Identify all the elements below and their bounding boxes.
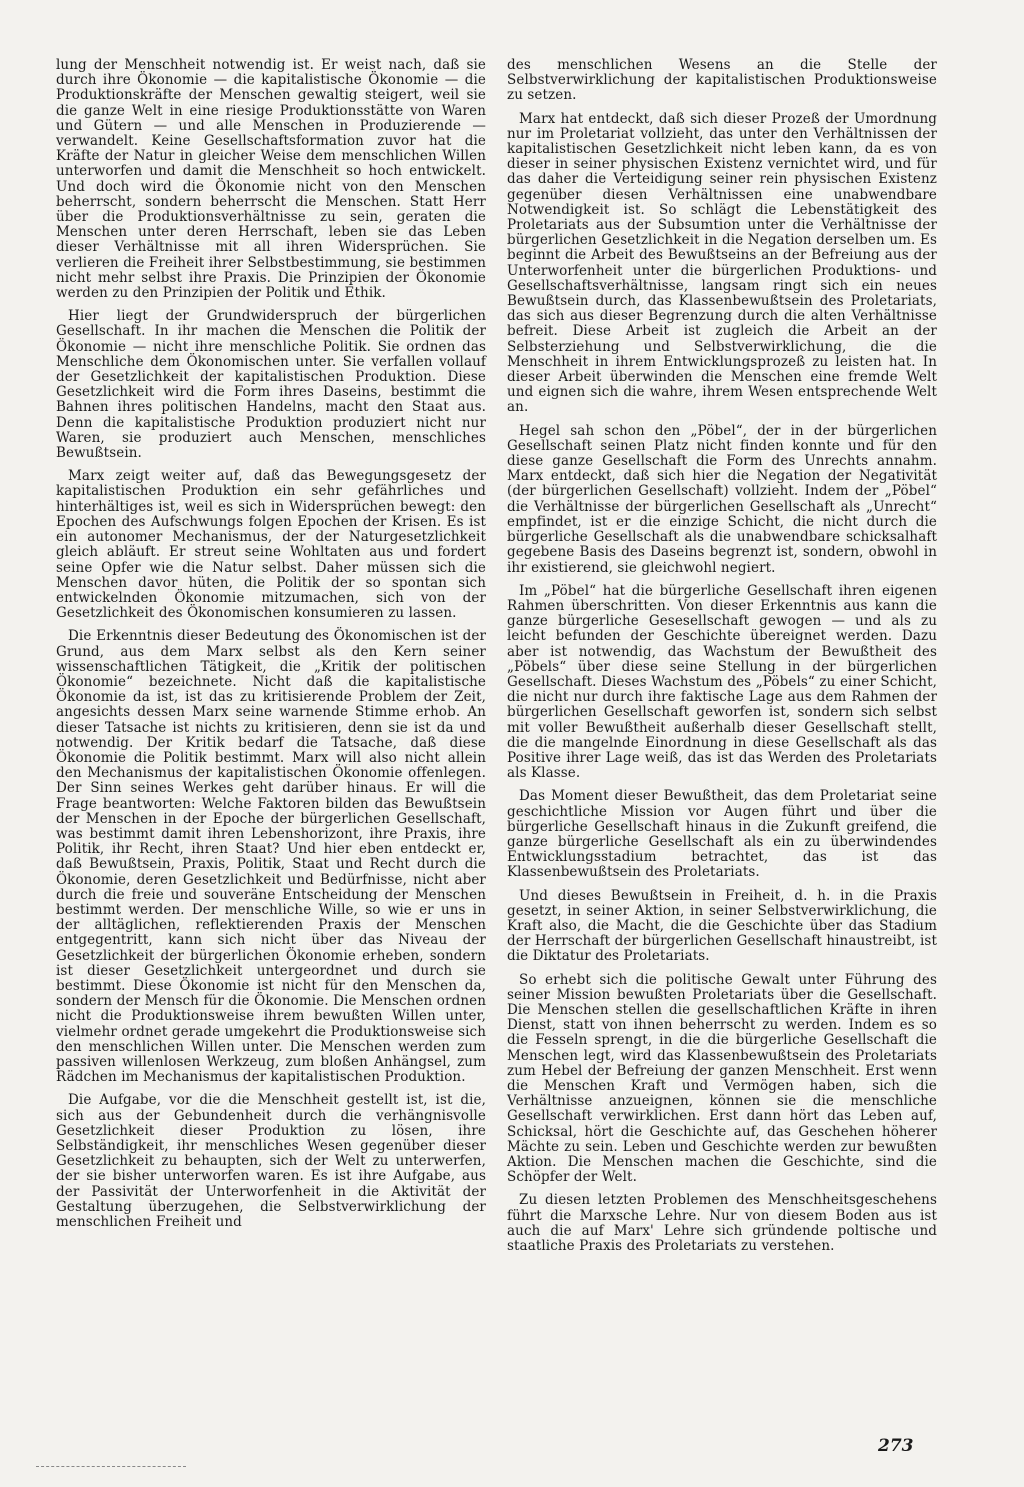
- paragraph: Zu diesen letzten Problemen des Menschheitsgeschehens führt die Marxsche Lehre. Nur von diesem Boden aus ist auch die auf Marx' Lehre sich gründende poltische und staatliche Praxis des Proletariats zu verstehen.: [507, 1192, 937, 1255]
- paragraph: Im „Pöbel“ hat die bürgerliche Gesellschaft ihren eigenen Rahmen überschritten. Von dieser Erkenntnis aus kann die ganze bürgerliche Gesesellschaft gewogen — und als zu leicht befunden der Geschichte übereignet werden. Dazu aber ist notwendig, das Wachstum der Bewußtheit des „Pöbels“ über diese seine Stellung in der bürgerlichen Gesellschaft. Dieses Wachstum des „Pöbels“ zu einer Schicht, die nicht nur durch ihre faktische Lage aus dem Rahmen der bürgerlichen Gesellschaft geworfen ist, sondern sich selbst mit voller Bewußtheit außerhalb dieser Gesellschaft stellt, die die mangelnde Einordnung in diese Gesellschaft als das Positive ihrer Lage weiß, das ist das Werden des Proletariats als Klasse.: [507, 582, 937, 782]
- paragraph: Hier liegt der Grundwiderspruch der bürgerlichen Gesellschaft. In ihr machen die Menschen die Politik der Ökonomie — nicht ihre menschliche Politik. Sie ordnen das Menschliche dem Ökonomischen unter. Sie verfallen vollauf der Gesetzlichkeit der kapitalistischen Produktion. Diese Gesetzlichkeit wird die Form ihres Daseins, bestimmt die Bahnen ihres politischen Handelns, macht den Staat aus. Denn die kapitalistische Produktion produziert nicht nur Waren, sie produziert auch Menschen, menschliches Bewußtsein.: [56, 308, 486, 462]
- page-number: 273: [878, 1436, 914, 1456]
- paragraph: Die Erkenntnis dieser Bedeutung des Ökonomischen ist der Grund, aus dem Marx selbst als den Kern seiner wissenschaftlichen Tätigkeit, die „Kritik der politischen Ökonomie“ bezeichnete. Nicht daß die kapitalistische Ökonomie da ist, ist das zu kritisierende Problem der Zeit, angesichts dessen Marx seine warnende Stimme erhob. An dieser Tatsache ist nichts zu kritisieren, denn sie ist da und notwendig. Der Kritik bedarf die Tatsache, daß diese Ökonomie die Politik bestimmt. Marx will also nicht allein den Mechanismus der kapitalistischen Ökonomie offenlegen. Der Sinn seines Werkes geht darüber hinaus. Er will die Frage beantworten: Welche Faktoren bilden das Bewußtsein der Menschen in der Epoche der bürgerlichen Gesellschaft, was bestimmt damit ihren Lebenshorizont, ihre Praxis, ihre Politik, ihr Recht, ihren Staat? Und hier eben entdeckt er, daß Bewußtsein, Praxis, Politik, Staat und Recht durch die Ökonomie, deren Gesetzlichkeit und Bedürfnisse, nicht aber durch die freie und souveräne Entscheidung der Menschen bestimmt werden. Der menschliche Wille, so wie er uns in der alltäglichen, reflektierenden Praxis der Menschen entgegentritt, kann sich nicht über das Niveau der Gesetzlichkeit der bürgerlichen Ökonomie erheben, sondern ist dieser Gesetzlichkeit untergeordnet und durch sie bestimmt. Diese Ökonomie ist nicht für den Menschen da, sondern der Mensch für die Ökonomie. Die Menschen ordnen nicht die Produktionsweise ihrem bewußten Willen unter, vielmehr ordnet gerade umgekehrt die Produktionsweise sich den menschlichen Willen unter. Die Menschen werden zum passiven willenlosen Werkzeug, zum bloßen Anhängsel, zum Rädchen im Mechanismus der kapitalistischen Produktion.: [56, 628, 486, 1086]
- paragraph: Die Aufgabe, vor die die Menschheit gestellt ist, ist die, sich aus der Gebundenheit durch die verhängnisvolle Gesetzlichkeit dieser Produktion zu lösen, ihre Selbständigkeit, ihr menschliches Wesen gegenüber dieser Gesetzlichkeit zu behaupten, sich der Welt zu unterwerfen, der sie bisher unterworfen waren. Es ist ihre Aufgabe, aus der Passivität der Unterworfenheit in die Aktivität der Gestaltung überzugehen, die Selbstverwirklichung der menschlichen Freiheit und: [56, 1092, 486, 1231]
- right-column: [507, 58, 937, 1262]
- footer-rule: [36, 1466, 186, 1467]
- paragraph: des menschlichen Wesens an die Stelle der Selbstverwirklichung der kapitalistischen Produktionsweise zu setzen.: [507, 57, 937, 104]
- paragraph: Hegel sah schon den „Pöbel“, der in der bürgerlichen Gesellschaft seinen Platz nicht finden konnte und für den diese ganze Gesellschaft die Form des Unrechts annahm. Marx entdeckt, daß sich hier die Negation der Negativität (der bürgerlichen Gesellschaft) vollzieht. Indem der „Pöbel“ die Verhältnisse der bürgerlichen Gesellschaft als „Unrecht“ empfindet, ist er die einzige Schicht, die nicht durch die bürgerliche Gesellschaft als die unabwendbare schicksalhaft gegebene Basis des Daseins begrenzt ist, sondern, obwohl in ihr existierend, sie gleichwohl negiert.: [507, 422, 937, 576]
- paragraph: So erhebt sich die politische Gewalt unter Führung des seiner Mission bewußten Proletariats über die Gesellschaft. Die Menschen stellen die gesellschaftlichen Kräfte in ihren Dienst, statt von ihnen beherrscht zu werden. Indem es so die Fesseln sprengt, in die die bürgerliche Gesellschaft die Menschen legt, wird das Klassenbewußtsein des Proletariats zum Hebel der Befreiung der ganzen Menschheit. Erst wenn die Menschen Kraft und Vermögen haben, sich die Verhältnisse anzueignen, können sie die menschliche Gesellschaft verwirklichen. Erst dann hört das Leben auf, Schicksal, hört die Geschichte auf, das Geschehen höherer Mächte zu sein. Leben und Geschichte werden zur bewußten Aktion. Die Menschen machen die Geschichte, sind die Schöpfer der Welt.: [507, 971, 937, 1186]
- paragraph: Marx hat entdeckt, daß sich dieser Prozeß der Umordnung nur im Proletariat vollzieht, das unter den Verhältnissen der kapitalistischen Gesetzlichkeit nicht leben kann, da es von dieser in seiner physischen Existenz vernichtet wird, und für das daher die Verteidigung seiner rein physischen Existenz gegenüber diesen Verhältnissen eine unabwendbare Notwendigkeit ist. So schlägt die Lebenstätigkeit des Proletariats aus der Subsumtion unter die Verhältnisse der bürgerlichen Gesetzlichkeit in die Negation derselben um. Es beginnt die Arbeit des Bewußtseins an der Befreiung aus der Unterworfenheit unter die bürgerlichen Produktions- und Gesellschaftsverhältnisse, langsam ringt sich ein neues Bewußtsein durch, das Klassenbewußtsein des Proletariats, das sich aus dieser Begrenzung durch die alten Verhältnisse befreit. Diese Arbeit ist zugleich die Arbeit an der Selbsterziehung und Selbstverwirklichung, die die Menschheit in ihrem Entwicklungsprozeß zu leisten hat. In dieser Arbeit überwinden die Menschen eine fremde Welt und eignen sich die wahre, ihrem Wesen entsprechende Welt an.: [507, 110, 937, 416]
- paragraph: Das Moment dieser Bewußtheit, das dem Proletariat seine geschichtliche Mission vor Augen führt und über die bürgerliche Gesellschaft hinaus in die Zukunft greifend, die ganze bürgerliche Gesellschaft als ein zu überwindendes Entwicklungsstadium betrachtet, das ist das Klassenbewußtsein des Proletariats.: [507, 788, 937, 881]
- paragraph: Marx zeigt weiter auf, daß das Bewegungsgesetz der kapitalistischen Produktion ein sehr gefährliches und hinterhältiges ist, weil es sich in Widersprüchen bewegt: den Epochen des Aufschwungs folgen Epochen der Krisen. Es ist ein autonomer Mechanismus, der der Naturgesetzlichkeit gleich abläuft. Er streut seine Wohltaten aus und fordert seine Opfer wie die Natur selbst. Daher müssen sich die Menschen davor hüten, die Politik der so spontan sich entwickelnden Ökonomie mitzumachen, sich von der Gesetzlichkeit des Ökonomischen konsumieren zu lassen.: [56, 468, 486, 622]
- left-column: [56, 58, 486, 1238]
- paragraph: lung der Menschheit notwendig ist. Er weist nach, daß sie durch ihre Ökonomie — die kapitalistische Ökonomie — die Produktionskräfte der Menschen gewaltig steigert, weil sie die ganze Welt in eine riesige Produktionsstätte von Waren und Gütern — und alle Menschen in Produzierende — verwandelt. Keine Gesellschaftsformation zuvor hat die Kräfte der Natur in gleicher Weise dem menschlichen Willen unterworfen und damit die Menschheit so hoch entwickelt. Und doch wird die Ökonomie nicht von den Menschen beherrscht, sondern beherrscht die Menschen. Statt Herr über die Produktionsverhältnisse zu sein, geraten die Menschen unter deren Herrschaft, leben sie das Leben dieser Verhältnisse mit all ihren Widersprüchen. Sie verlieren die Freiheit ihrer Selbstbestimmung, sie bestimmen nicht mehr selbst ihre Praxis. Die Prinzipien der Ökonomie werden zu den Prinzipien der Politik und Ethik.: [56, 57, 486, 302]
- paragraph: Und dieses Bewußtsein in Freiheit, d. h. in die Praxis gesetzt, in seiner Aktion, in seiner Selbstverwirklichung, die Kraft also, die Macht, die die Geschichte über das Stadium der Herrschaft der bürgerlichen Gesellschaft hinaustreibt, ist die Diktatur des Proletariats.: [507, 887, 937, 965]
